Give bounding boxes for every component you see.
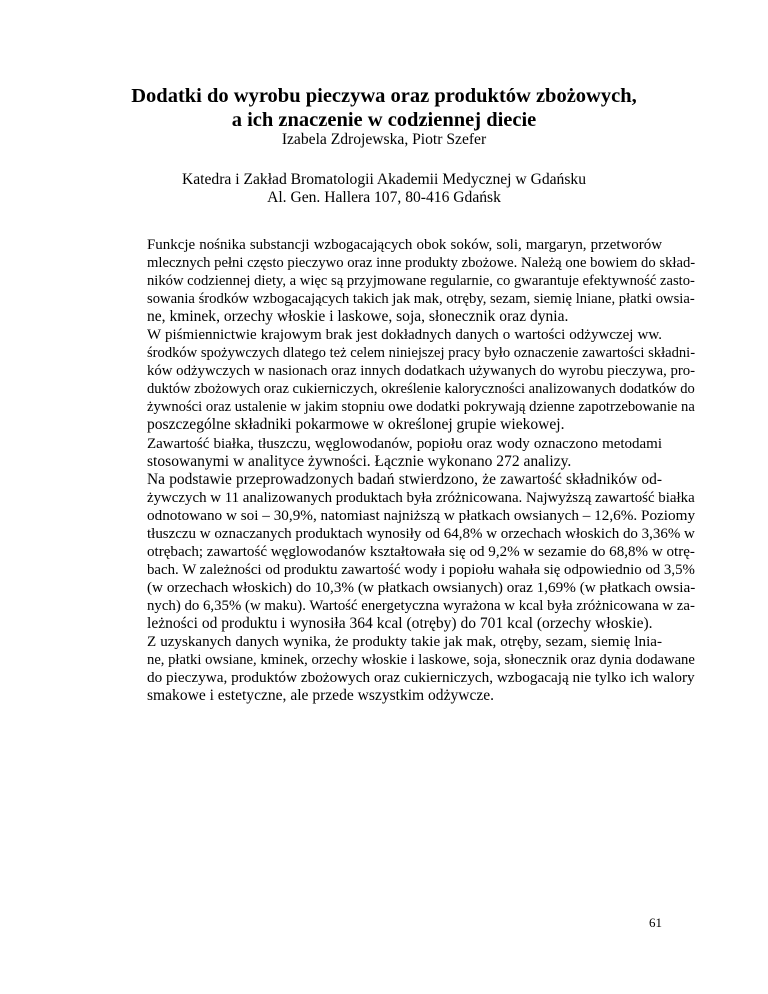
text-line: żywności oraz ustalenie w jakim stopniu owe dodatki pokrywają dzienne zapotrzebowanie na xyxy=(147,399,695,416)
page-number: 61 xyxy=(649,915,662,930)
paragraph xyxy=(111,470,696,633)
text-line: nych) do 6,35% (w maku). Wartość energetyczna wyrażona w kcal była zróżnicowana w za- xyxy=(147,597,695,614)
text-line: odnotowano w soi – 30,9%, natomiast najniższą w płatkach owsianych – 12,6%. Poziomy xyxy=(147,506,696,524)
text-line: ne, kminek, orzechy włoskie i laskowe, soja, słonecznik oraz dynia. xyxy=(147,308,569,326)
text-line: smakowe i estetyczne, ale przede wszystkim odżywcze. xyxy=(147,687,495,705)
text-line: sowania środków wzbogacających takich jak mak, otręby, sezam, siemię lniane, płatki owsia- xyxy=(147,291,695,308)
text-line: żywczych w 11 analizowanych produktach była zróżnicowana. Najwyższą zawartość białka xyxy=(147,489,695,506)
text-line: mlecznych pełni często pieczywo oraz inne produkty zbożowe. Należą one bowiem do skład- xyxy=(147,255,696,272)
text-line: ków odżywczych w nasionach oraz innych dodatkach używanych do wyrobu pieczywa, pro- xyxy=(147,363,696,380)
text-line: Z uzyskanych danych wynika, że produkty takie jak mak, otręby, sezam, siemię lnia- xyxy=(147,634,662,651)
text-line: duktów zbożowych oraz cukierniczych, określenie kaloryczności analizowanych dodatków do xyxy=(147,381,695,398)
text-line: W piśmiennictwie krajowym brak jest dokładnych danych o wartości odżywczej ww. xyxy=(147,327,662,344)
text-line: tłuszczu w oznaczanych produktach wynosiły od 64,8% w orzechach włoskich do 3,36% w xyxy=(147,525,695,542)
title-line: a ich znaczenie w codziennej diecie xyxy=(231,109,537,131)
text-line: Funkcje nośnika substancji wzbogacających obok soków, soli, margaryn, przetworów xyxy=(147,237,662,253)
title-line: Dodatki do wyrobu pieczywa oraz produktów zbożowych, xyxy=(131,85,637,107)
text-line: stosowanymi w analityce żywności. Łącznie wykonano 272 analizy. xyxy=(147,452,572,470)
paragraph xyxy=(111,326,696,434)
text-line: leżności od produktu i wynosiła 364 kcal (otręby) do 701 kcal (orzechy włoskie). xyxy=(147,614,653,632)
text-line: Na podstawie przeprowadzonych badań stwierdzono, że zawartość składników od- xyxy=(147,470,662,488)
affiliation-line: Katedra i Zakład Bromatologii Akademii Medycznej w Gdańsku xyxy=(181,171,587,188)
text-line: Zawartość białka, tłuszczu, węglowodanów, popiołu oraz wody oznaczono metodami xyxy=(147,435,662,452)
paragraph xyxy=(111,435,662,471)
paragraph xyxy=(111,236,696,326)
authors: Izabela Zdrojewska, Piotr Szefer xyxy=(281,131,487,148)
text-line: ników codziennej diety, a więc są przyjmowane regularnie, co gwarantuje efektywność zasto- xyxy=(147,273,695,290)
text-line: poszczególne składniki pokarmowe w określonej grupie wiekowej. xyxy=(147,416,565,434)
text-line: ne, płatki owsiane, kminek, orzechy włoskie i laskowe, soja, słonecznik oraz dynia dodawane xyxy=(147,652,695,669)
text-line: otrębach; zawartość węglowodanów kształtowała się od 9,2% w sezamie do 68,8% w otrę- xyxy=(147,543,695,560)
text-line: bach. W zależności od produktu zawartość wody i popiołu wahała się odpowiednio od 3,5% xyxy=(147,561,695,578)
affiliation-line: Al. Gen. Hallera 107, 80-416 Gdańsk xyxy=(267,189,501,206)
paragraph xyxy=(111,633,695,705)
text-line: środków spożywczych dlatego też celem niniejszej pracy było oznaczenie zawartości składni- xyxy=(147,345,696,362)
text-line: do pieczywa, produktów zbożowych oraz cukierniczych, wzbogacają nie tylko ich walory xyxy=(147,669,695,687)
abstract-body xyxy=(111,236,696,705)
paper-title xyxy=(60,84,708,132)
text-line: (w orzechach włoskich) do 10,3% (w płatkach owsianych) oraz 1,69% (w płatkach owsia- xyxy=(147,578,696,596)
